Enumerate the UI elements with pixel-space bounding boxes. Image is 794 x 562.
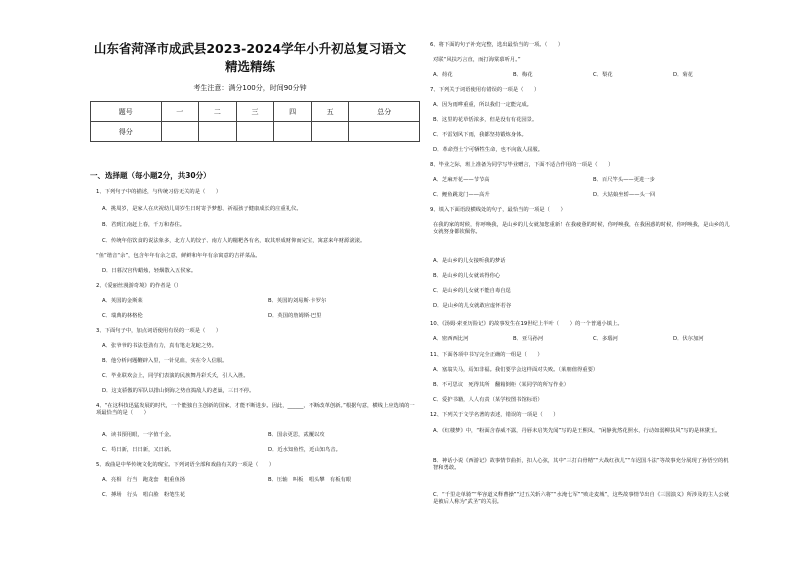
option-line[interactable]: A．《红楼梦》中，“粉面含春威不露，丹唇未启笑先闻”写的是王熙凤，“闲静犹然花照水，行动如弱柳扶风”写的是林黛玉。 xyxy=(433,428,721,434)
option-line[interactable]: C．毕业联欢会上，同学们表演的民族舞丹彩夭夭，引人入胜。 xyxy=(102,373,249,379)
option-a[interactable]: A．亮相 行当 跑龙套 粗重鱼扬 xyxy=(102,477,186,483)
option-b[interactable]: B．英国的刘易斯·卡罗尔 xyxy=(268,298,327,304)
score-header-cell: 总分 xyxy=(349,102,420,122)
score-cell[interactable] xyxy=(161,122,199,142)
option-d[interactable]: D．菊花 xyxy=(673,72,693,78)
option-a[interactable]: A．密西西比河 xyxy=(433,336,469,342)
question-line: 2、《爱丽丝漫游奇境》的作者是（） xyxy=(96,283,182,289)
score-cell[interactable] xyxy=(349,122,420,142)
question-line: 7、下列关于词语使用有错误的一项是（ ） xyxy=(430,87,540,93)
option-line[interactable]: D．这支骄傲的军队以排山倒海之势直捣敌人的老巢，三日不停。 xyxy=(102,388,255,394)
option-line[interactable]: A．塞翁失马，焉知非福。我们要学会这样面对失败。（莱朋值得重要） xyxy=(433,367,599,373)
question-line: 9、填入下面语段横线处的句子，最恰当的一项是（ ） xyxy=(430,207,566,213)
option-line[interactable]: B．神话小说《西游记》故事情节曲折，扣人心弦，其中“三打白骨精”“大战红孩儿”“车迟国斗法”等故事充分展现了孙悟空的机智和勇敢。 xyxy=(433,458,729,471)
option-line: D．日暮汉宫传蜡烛，轻烟散入五侯家。 xyxy=(102,268,197,274)
page-title: 山东省菏泽市成武县2023-2024学年小升初总复习语文精选精练 xyxy=(93,41,407,74)
passage-text: 在我的家的时候，你呼唤我，是山乡的儿女就加您重新！在我疲惫的时候，你呼唤我，在我困惑的时候，你呼唤我，是山乡的儿女就努身都钦佩你。 xyxy=(433,222,730,235)
score-header-cell: 题号 xyxy=(91,102,162,122)
score-cell[interactable] xyxy=(274,122,312,142)
question-line: 5、戏曲是中华传统文化的瑰宝。下列词语全部和戏曲有关的一项是（ ） xyxy=(96,462,275,468)
option-line[interactable]: A．是山乡的儿女接听我的梦话 xyxy=(433,258,506,264)
option-c[interactable]: C．苟日新，日日新，又日新。 xyxy=(102,447,175,453)
question-line: 12、下列关于文学名著的表述，错误的一项是（ ） xyxy=(430,412,559,418)
score-table-header-row xyxy=(91,102,420,122)
option-a[interactable]: A．荷花 xyxy=(433,72,453,78)
section-heading: 一、选择题（每小题2分，共30分） xyxy=(90,171,211,180)
option-line[interactable]: B．是山乡的儿女就该得你心 xyxy=(433,273,501,279)
option-d[interactable]: D．伏尔加河 xyxy=(673,336,704,342)
score-cell[interactable] xyxy=(311,122,349,142)
option-line: “鱼”谐音“余”，包含年年有余之意，鲜鲜和年年有余寓意的吉祥菜品。 xyxy=(96,253,261,259)
option-d[interactable]: D．近水知鱼性，近山知鸟音。 xyxy=(268,447,341,453)
option-line[interactable]: C．是山乡的儿女就不能自毒自逞 xyxy=(433,288,511,294)
question-line: 对联“风扶巧言直，而打海棠慕听月。” xyxy=(433,57,521,63)
option-line[interactable]: B．他分析问题鞭辟入里，一针见血，实在令人信服。 xyxy=(102,358,228,364)
option-line: C．传统年俗饮食的说法象多，北方人的饺子、南方人的糍粑各有名，取其形成财仰而完宝，寓意来年财源滚滚。 xyxy=(102,238,366,244)
score-cell[interactable] xyxy=(236,122,274,142)
option-line: A．挑周岁，是家人在庆祝幼儿周岁生日时寄予梦想、祈福孩子健康成长的庄重礼仪。 xyxy=(102,206,302,212)
score-header-cell: 五 xyxy=(311,102,349,122)
option-c[interactable]: C．瑞典的林格伦 xyxy=(102,313,143,319)
question-line: 1、下列句子中的描述，与传统习俗无关的是（ ） xyxy=(96,189,222,195)
option-c[interactable]: C．梨花 xyxy=(593,72,613,78)
question-line: 8、毕业之际，班上准备为同学写毕业赠言，下面不适合作用的一项是（ ） xyxy=(430,162,614,168)
option-line[interactable]: C．爱护书籍，人人有责（某学校图书馆标语） xyxy=(433,397,543,403)
option-line[interactable]: C．不雷划风下雨，我都坚持锻炼身体。 xyxy=(433,132,527,138)
option-line: B．君到江南赶上春，千万和春住。 xyxy=(102,222,186,228)
question-line: 10、《汤姆·索亚历险记》的故事发生在19世纪上半叶（ ）的一个普通小镇上。 xyxy=(430,321,623,327)
option-line[interactable]: D．是山乡的儿女就敢应虚怀若谷 xyxy=(433,303,512,309)
question-line: 3、下面句子中，加点词语使用有误的一项是（ ） xyxy=(96,328,222,334)
option-b[interactable]: B．国余更思，贰覆以攻 xyxy=(268,432,325,438)
option-c[interactable]: C．鲤鱼跳龙门——高升 xyxy=(433,192,490,198)
option-line[interactable]: D．革命烈士宁可牺牲生命，也不向敌人屈服。 xyxy=(433,147,544,153)
option-a[interactable]: A．英国的金斯莱 xyxy=(102,298,143,304)
option-line[interactable]: C．“千里走单骑”“华容道义释曹操”“过五关斩六将”“水淹七军”“败走麦城”，这些故事情节出自《三国演义》所涉及的主人公就是被后人称为“武圣”的关羽。 xyxy=(433,492,729,505)
question-line: 4、“在这科技迅猛发展的时代，一个能独自主创新的国家，才能不断进步。因此，______，不断改革创新。”根据句意，横线上应选填的一项最恰当的是（ ） xyxy=(96,403,415,416)
score-header-cell: 三 xyxy=(236,102,274,122)
question-line: 6、将下面的句子补充完整，选出最恰当的一项。（ ） xyxy=(430,42,564,48)
score-header-cell: 四 xyxy=(274,102,312,122)
option-b[interactable]: B．亚马孙河 xyxy=(513,336,544,342)
score-header-cell: 二 xyxy=(199,102,237,122)
score-header-cell: 一 xyxy=(161,102,199,122)
option-line[interactable]: A．张爷爷的书法苍劲有力，真有笔走龙蛇之势。 xyxy=(102,343,217,349)
option-b[interactable]: B．百尺竿头——更进一步 xyxy=(593,177,655,183)
score-row-label: 得分 xyxy=(91,122,162,142)
option-a[interactable]: A．读书预用眼，一字值千金。 xyxy=(102,432,175,438)
option-a[interactable]: A．芝麻开花——节节高 xyxy=(433,177,490,183)
exam-notice: 考生注意：满分100分，时间90分钟 xyxy=(193,84,307,92)
option-b[interactable]: B．梅花 xyxy=(513,72,533,78)
option-line[interactable]: B．不可思议 死得其所 翻箱倒柜（某同学的所写作业） xyxy=(433,382,570,388)
score-table-row xyxy=(91,122,420,142)
option-line[interactable]: B．这里的花草恬浓多，但是没有有花园景。 xyxy=(433,117,538,123)
option-b[interactable]: B．压轴 叫板 唱头攀 有板有眼 xyxy=(268,477,352,483)
option-d[interactable]: D．大姑娘坐轿——头一回 xyxy=(593,192,656,198)
option-d[interactable]: D．英国的詹姆斯·巴里 xyxy=(268,313,322,319)
score-cell[interactable] xyxy=(199,122,237,142)
question-line: 11、下面各项中书写完全正确的一组是（ ） xyxy=(430,352,543,358)
option-c[interactable]: C．多瑙河 xyxy=(593,336,618,342)
score-table xyxy=(90,101,420,142)
option-c[interactable]: C．搏场 行头 唱白脸 粉笔生花 xyxy=(102,492,186,498)
option-line[interactable]: A．因为雨哗重重，所以我们一定能完成。 xyxy=(433,102,532,108)
